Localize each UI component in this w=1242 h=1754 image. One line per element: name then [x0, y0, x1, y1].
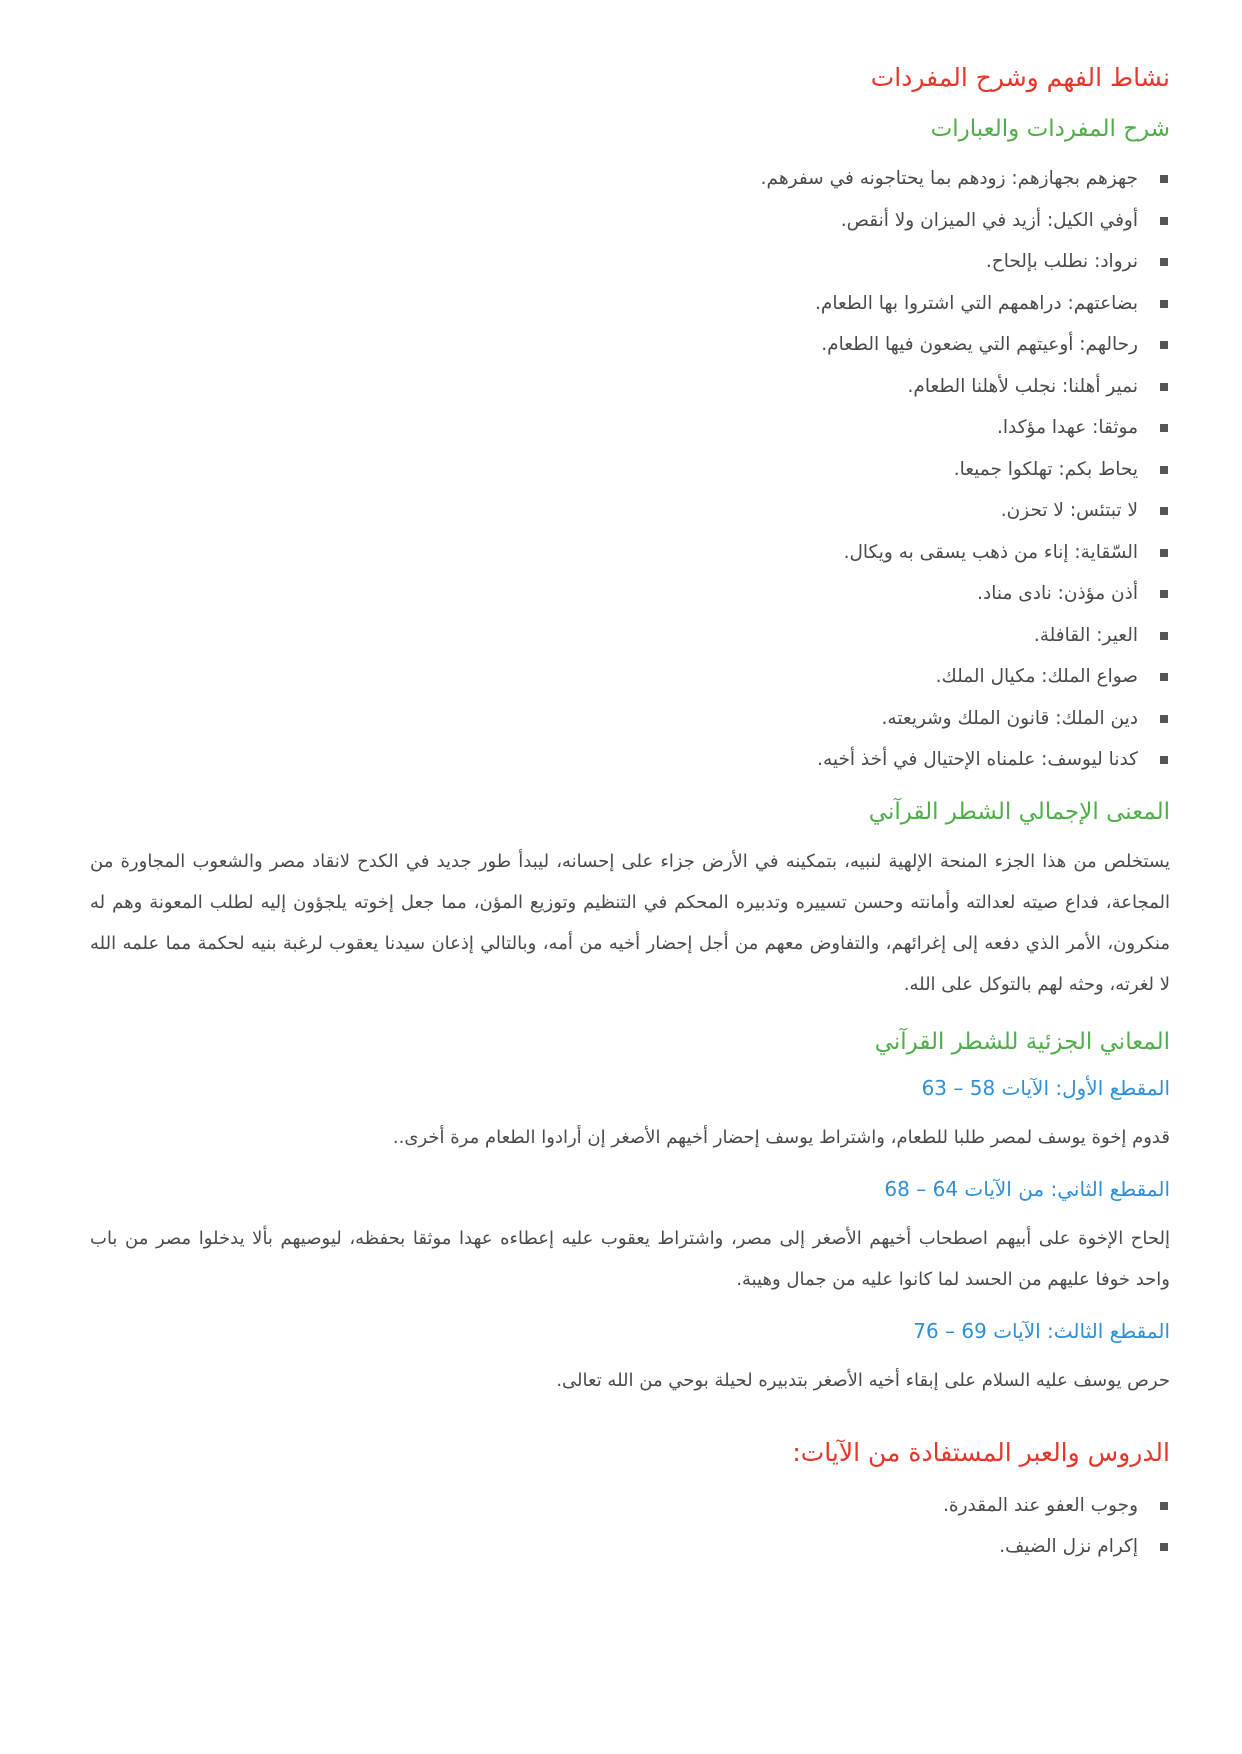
list-item: العير: القافلة.	[90, 615, 1170, 657]
square-bullet-icon	[1160, 175, 1168, 183]
square-bullet-icon	[1160, 1543, 1168, 1551]
segment-2-heading: المقطع الثاني: من الآيات 64 – 68	[884, 1176, 1170, 1201]
square-bullet-icon	[1160, 424, 1168, 432]
main-title: نشاط الفهم وشرح المفردات	[870, 63, 1170, 92]
square-bullet-icon	[1160, 1502, 1168, 1510]
general-meaning-text: يستخلص من هذا الجزء المنحة الإلهية لنبيه، بتمكينه في الأرض جزاء على إحسانه، ليبدأ طور جديد في الكدح لانقاد مصر والشعوب المجاورة من المجاعة، فداع صيته لعدالته وأمانته وحسن تسييره وتدبيره المحكم في التنظيم وتوزيع المؤن، مما جعل إخوته يلجؤون إليه لطلب المعونة وهم له منكرون، الأمر الذي دفعه إلى إغرائهم، والتفاوض معهم من أجل إحضار أخيه من أمه، وبالتالي إذعان سيدنا يعقوب لرغبة بنيه لحكمة مما علمه الله لا لغرته، وحثه لهم بالتوكل على الله.	[90, 850, 1170, 995]
square-bullet-icon	[1160, 590, 1168, 598]
general-meaning-title: المعنى الإجمالي الشطر القرآني	[868, 798, 1170, 825]
list-item: أوفي الكيل: أزيد في الميزان ولا أنقص.	[90, 200, 1170, 242]
square-bullet-icon	[1160, 383, 1168, 391]
square-bullet-icon	[1160, 507, 1168, 515]
square-bullet-icon	[1160, 258, 1168, 266]
lessons-list	[90, 1485, 1170, 1568]
list-item: السّقاية: إناء من ذهب يسقى به ويكال.	[90, 532, 1170, 574]
segment-1-heading: المقطع الأول: الآيات 58 – 63	[921, 1075, 1170, 1100]
segment-3-text: حرص يوسف عليه السلام على إبقاء أخيه الأصغر بتدبيره لحيلة بوحي من الله تعالى.	[556, 1369, 1170, 1391]
list-item: صواع الملك: مكيال الملك.	[90, 656, 1170, 698]
list-item: رحالهم: أوعيتهم التي يضعون فيها الطعام.	[90, 324, 1170, 366]
square-bullet-icon	[1160, 756, 1168, 764]
list-item: نرواد: نطلب بإلحاح.	[90, 241, 1170, 283]
vocab-list	[90, 158, 1170, 781]
square-bullet-icon	[1160, 715, 1168, 723]
list-item: كدنا ليوسف: علمناه الإحتيال في أخذ أخيه.	[90, 739, 1170, 781]
list-item: نمير أهلنا: نجلب لأهلنا الطعام.	[90, 366, 1170, 408]
vocab-section-title: شرح المفردات والعبارات	[930, 116, 1170, 142]
square-bullet-icon	[1160, 217, 1168, 225]
list-item: جهزهم بجهازهم: زودهم بما يحتاجونه في سفرهم.	[90, 158, 1170, 200]
square-bullet-icon	[1160, 549, 1168, 557]
square-bullet-icon	[1160, 300, 1168, 308]
square-bullet-icon	[1160, 466, 1168, 474]
list-item: وجوب العفو عند المقدرة.	[90, 1485, 1170, 1527]
list-item: لا تبتئس: لا تحزن.	[90, 490, 1170, 532]
list-item: دين الملك: قانون الملك وشريعته.	[90, 698, 1170, 740]
list-item: أذن مؤذن: نادى مناد.	[90, 573, 1170, 615]
square-bullet-icon	[1160, 673, 1168, 681]
segment-2-text: إلحاح الإخوة على أبيهم اصطحاب أخيهم الأصغر إلى مصر، واشتراط يعقوب عليه إعطاءه عهدا موثقا بحفظه، ليوصيهم بألا يدخلوا مصر من باب واحد خوفا عليهم من الحسد لما كانوا عليه من جمال وهيبة.	[90, 1227, 1170, 1290]
list-item: يحاط بكم: تهلكوا جميعا.	[90, 449, 1170, 491]
list-item: بضاعتهم: دراهمهم التي اشتروا بها الطعام.	[90, 283, 1170, 325]
lessons-title: الدروس والعبر المستفادة من الآيات:	[792, 1437, 1170, 1467]
square-bullet-icon	[1160, 632, 1168, 640]
segment-3-heading: المقطع الثالث: الآيات 69 – 76	[913, 1318, 1170, 1343]
segment-1-text: قدوم إخوة يوسف لمصر طلبا للطعام، واشتراط يوسف إحضار أخيهم الأصغر إن أرادوا الطعام مرة أخرى..	[392, 1126, 1170, 1148]
square-bullet-icon	[1160, 341, 1168, 349]
list-item: موثقا: عهدا مؤكدا.	[90, 407, 1170, 449]
list-item: إكرام نزل الضيف.	[90, 1526, 1170, 1568]
partial-meanings-title: المعاني الجزئية للشطر القرآني	[874, 1028, 1170, 1055]
